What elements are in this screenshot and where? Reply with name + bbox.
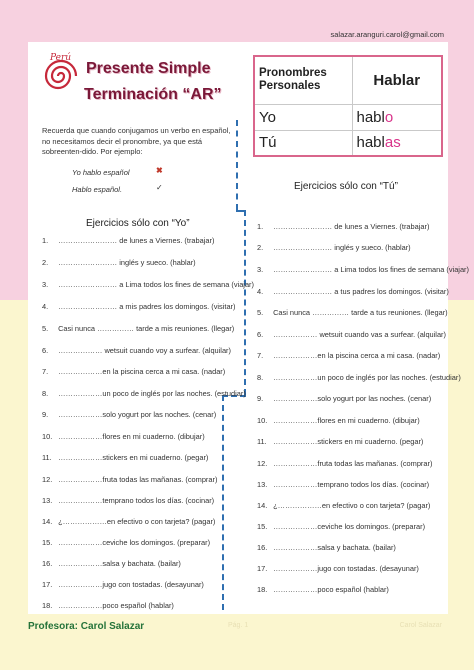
exercise-tu-item: 18. ………………poco español (hablar) [257,585,389,594]
verb-yo: hablo [352,104,442,130]
exercise-yo-item: 11. ………………stickers en mi cuaderno. (pegar) [42,453,209,462]
header-hablar: Hablar [352,56,442,104]
exercise-tu-item: 2. …………………… inglés y sueco. (hablar) [257,243,411,252]
logo-text: Perú [50,53,72,63]
exercise-tu-item: 8. ………………un poco de inglés por las noches. (estudiar) [257,373,461,382]
footer-page-number: Pág. 1 [228,622,249,629]
exercise-yo-item: 14. ¿………………en efectivo o con tarjeta? (pagar) [42,517,216,526]
footer-teacher: Profesora: Carol Salazar [28,621,145,632]
exercise-tu-item: 15. ………………ceviche los domingos. (preparar) [257,522,426,531]
exercise-tu-item: 13. ………………temprano todos los días. (cocinar) [257,480,430,489]
section-title-yo: Ejercicios sólo con “Yo” [86,218,190,229]
exercise-tu-item: 6. ……………… wetsuit cuando vas a surfear. (alquilar) [257,330,446,339]
exercise-yo-item: 6. ……………… wetsuit cuando voy a surfear. (alquilar) [42,346,231,355]
exercise-tu-item: 14. ¿………………en efectivo o con tarjeta? (pagar) [257,501,431,510]
example-incorrect: Yo hablo español [72,168,130,177]
exercise-yo-item: 4. …………………… a mis padres los domingos. (visitar) [42,302,236,311]
peru-spiral-logo-icon [36,50,84,100]
exercise-yo-item: 17. ………………jugo con tostadas. (desayunar) [42,580,204,589]
footer-author: Carol Salazar [399,622,442,629]
header-pronombres: Pronombres Personales [254,56,352,104]
exercise-tu-item: 16. ………………salsa y bachata. (bailar) [257,543,396,552]
exercise-yo-item: 16. ………………salsa y bachata. (bailar) [42,559,181,568]
exercise-yo-item: 5. Casi nunca …………… tarde a mis reuniones. (llegar) [42,324,235,333]
title-line-2: Terminación “AR” [84,86,222,103]
ending-yo: o [384,108,394,126]
exercise-tu-item: 12. ………………fruta todas las mañanas. (comprar) [257,459,433,468]
ending-tu: as [384,134,401,152]
pronoun-conjugation-table [253,55,443,157]
exercise-tu-item: 5. Casi nunca …………… tarde a tus reuniones. (llegar) [257,308,448,317]
pronoun-tu: Tú [254,130,352,156]
section-title-tu: Ejercicios sólo con “Tú” [294,181,398,192]
divider-vertical-lower [222,395,224,610]
exercise-tu-item: 17. ………………jugo con tostadas. (desayunar) [257,564,419,573]
exercise-yo-item: 2. …………………… inglés y sueco. (hablar) [42,258,196,267]
exercise-yo-item: 1. …………………… de lunes a Viernes. (trabajar) [42,236,215,245]
exercise-tu-item: 10. ………………flores en mi cuaderno. (dibujar) [257,416,420,425]
exercise-tu-item: 1. …………………… de lunes a Viernes. (trabajar) [257,222,430,231]
exercise-yo-item: 9. ………………solo yogurt por las noches. (cenar) [42,410,217,419]
exercise-yo-item: 3. …………………… a Lima todos los fines de semana (viajar) [42,280,254,289]
exercise-tu-item: 9. ………………solo yogurt por las noches. (cenar) [257,394,432,403]
email-address: salazar.aranguri.carol@gmail.com [330,30,444,39]
divider-vertical-middle [244,210,246,395]
exercise-yo-item: 13. ………………temprano todos los días. (cocinar) [42,496,215,505]
exercise-tu-item: 11. ………………stickers en mi cuaderno. (pegar) [257,437,424,446]
exercise-tu-item: 3. …………………… a Lima todos los fines de semana (viajar) [257,265,469,274]
cross-mark-icon: ✖ [156,166,163,175]
exercise-yo-item: 7. ………………en la piscina cerca a mi casa. (nadar) [42,367,226,376]
exercise-yo-item: 18. ………………poco español (hablar) [42,601,174,610]
check-mark-icon: ✓ [156,183,163,192]
exercise-yo-item: 8. ………………un poco de inglés por las noches. (estudiar) [42,389,246,398]
title-line-1: Presente Simple [86,60,211,77]
verb-tu: hablas [352,130,442,156]
example-correct: Hablo español. [72,185,123,194]
exercise-tu-item: 7. ………………en la piscina cerca a mi casa. (nadar) [257,351,441,360]
intro-paragraph: Recuerda que cuando conjugamos un verbo en español, no necesitamos decir el pronombre, ya que está sobreenten-dido. Por ejemplo: [42,126,231,156]
pronoun-yo: Yo [254,104,352,130]
exercise-yo-item: 12. ………………fruta todas las mañanas. (comprar) [42,475,218,484]
exercise-tu-item: 4. …………………… a tus padres los domingos. (visitar) [257,287,449,296]
exercise-yo-item: 15. ………………ceviche los domingos. (preparar) [42,538,211,547]
divider-vertical-upper [236,120,238,210]
exercise-yo-item: 10. ………………flores en mi cuaderno. (dibujar) [42,432,205,441]
